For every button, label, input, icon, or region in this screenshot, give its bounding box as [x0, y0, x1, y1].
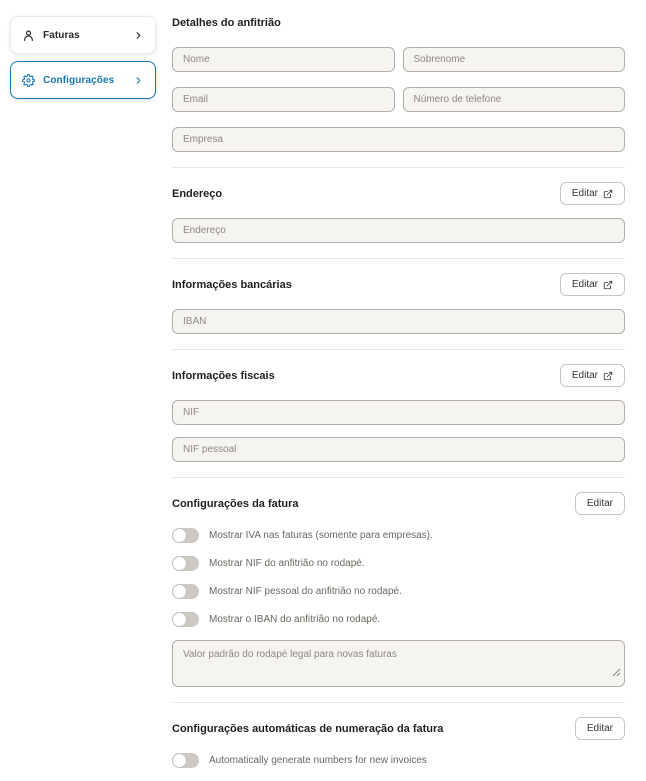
edit-button-label: Editar	[571, 188, 598, 199]
toggle-row-auto-numbering	[172, 753, 625, 768]
toggle-label: Automatically generate numbers for new invoices	[209, 755, 427, 766]
show-vat-toggle[interactable]	[172, 528, 199, 543]
edit-fiscal-button[interactable]	[560, 364, 625, 387]
personal-nif-input[interactable]	[172, 437, 625, 462]
auto-numbering-toggle[interactable]	[172, 753, 199, 768]
external-link-icon	[603, 371, 613, 381]
legal-footer-textarea[interactable]	[172, 640, 625, 687]
section-title-numbering-settings: Configurações automáticas de numeração da fatura	[172, 722, 444, 735]
chevron-right-icon	[133, 30, 144, 41]
section-host-details	[172, 12, 625, 152]
iban-input[interactable]	[172, 309, 625, 334]
section-title-address: Endereço	[172, 187, 223, 200]
divider	[172, 349, 625, 350]
section-bank-info	[172, 273, 625, 334]
nif-input[interactable]	[172, 400, 625, 425]
last-name-input[interactable]	[403, 47, 626, 72]
gear-icon	[22, 74, 35, 87]
edit-numbering-button[interactable]	[575, 717, 625, 740]
edit-button-label: Editar	[571, 279, 598, 290]
settings-content	[172, 12, 625, 781]
edit-invoice-settings-button[interactable]	[575, 492, 625, 515]
first-name-input[interactable]	[172, 47, 395, 72]
sidebar	[10, 16, 156, 106]
section-invoice-settings	[172, 492, 625, 687]
toggle-row-show-personal-nif	[172, 584, 625, 599]
external-link-icon	[603, 280, 613, 290]
edit-address-button[interactable]	[560, 182, 625, 205]
toggle-label: Mostrar o IBAN do anfitrião no rodapé.	[209, 614, 381, 625]
edit-button-label: Editar	[586, 498, 613, 509]
company-input[interactable]	[172, 127, 625, 152]
sidebar-item-label: Faturas	[43, 29, 80, 41]
section-numbering-settings	[172, 717, 625, 768]
section-title-fiscal-info: Informações fiscais	[172, 369, 275, 382]
chevron-right-icon	[133, 75, 144, 86]
toggle-label: Mostrar NIF pessoal do anfitrião no rodapé.	[209, 586, 402, 597]
email-input[interactable]	[172, 87, 395, 112]
external-link-icon	[603, 189, 613, 199]
phone-input[interactable]	[403, 87, 626, 112]
sidebar-item-configuracoes[interactable]	[10, 61, 156, 99]
section-title-invoice-settings: Configurações da fatura	[172, 497, 299, 510]
edit-button-label: Editar	[571, 370, 598, 381]
divider	[172, 702, 625, 703]
toggle-row-show-iban	[172, 612, 625, 627]
sidebar-item-faturas[interactable]	[10, 16, 156, 54]
section-title-bank-info: Informações bancárias	[172, 278, 292, 291]
section-title-host-details: Detalhes do anfitrião	[172, 17, 281, 29]
edit-bank-button[interactable]	[560, 273, 625, 296]
divider	[172, 167, 625, 168]
show-iban-toggle[interactable]	[172, 612, 199, 627]
toggle-row-show-vat	[172, 528, 625, 543]
toggle-label: Mostrar NIF do anfitrião no rodapé.	[209, 558, 365, 569]
divider	[172, 477, 625, 478]
sidebar-item-label: Configurações	[43, 74, 115, 86]
address-input[interactable]	[172, 218, 625, 243]
show-personal-nif-toggle[interactable]	[172, 584, 199, 599]
divider	[172, 258, 625, 259]
edit-button-label: Editar	[586, 723, 613, 734]
toggle-row-show-nif	[172, 556, 625, 571]
user-icon	[22, 29, 35, 42]
toggle-label: Mostrar IVA nas faturas (somente para empresas).	[209, 530, 433, 541]
section-fiscal-info	[172, 364, 625, 462]
show-nif-toggle[interactable]	[172, 556, 199, 571]
section-address	[172, 182, 625, 243]
